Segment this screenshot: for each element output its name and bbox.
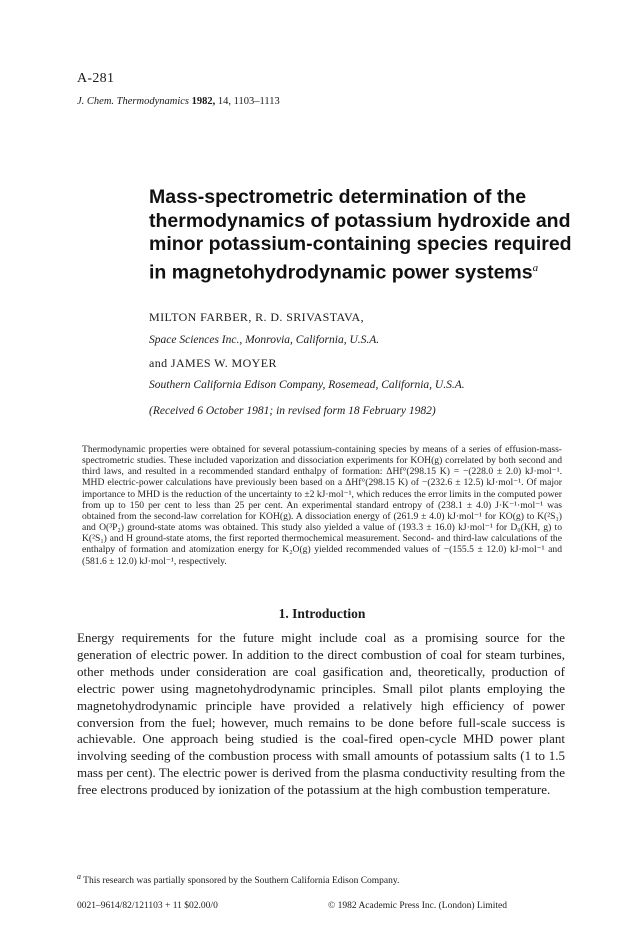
journal-citation [77,96,280,107]
footnote-text: This research was partially sponsored by the Southern California Edison Company. [80,876,400,887]
article-title-text: Mass-spectrometric determination of the thermodynamics of potassium hydroxide and minor potassium-containing species required in magnetohydrodynamic power systems [149,186,572,283]
footnote-mark: a [77,872,81,881]
title-footnote-mark: a [532,261,539,274]
section-heading: 1. Introduction [278,606,366,621]
abstract: Thermodynamic properties were obtained for several potassium-containing species by means of a series of effusion-mass-spectrometric studies. These included vaporization and dissociation experiments for KOH(g) correlated by both second and third laws, and resulted in a recommended standard enthalpy of formation: ΔHf°(298.15 K) = −(228.0 ± 2.0) kJ·mol⁻¹. MHD electric-power calculations have previously been based on a ΔHf°(298.15 K) of −(232.6 ± 12.5) kJ·mol⁻¹. Of major importance to MHD is the reduction of the uncertainty to ±2 kJ·mol⁻¹, which reduces the error limits in the computed power from up to 150 per cent to less than 25 per cent. An experimental standard entropy of (238.1 ± 4.0) J·K⁻¹·mol⁻¹ was obtained from the second-law correlation for KOH(g). A dissociation energy of (261.9 ± 4.0) kJ·mol⁻¹ for KO(g) to K(²S₁) and O(³P₂) ground-state atoms was obtained. This study also yielded a value of (193.3 ± 16.0) kJ·mol⁻¹ for D₀(KH, g) to K(²S₁) and H ground-state atoms, the first reported thermochemical measurement. Second- and third-law calculations of the enthalpy of formation and atomization energy for K₂O(g) yielded recommended values of −(155.5 ± 12.0) kJ·mol⁻¹ and (581.6 ± 12.0) kJ·mol⁻¹, respectively. [82,444,562,567]
affiliation-2: Southern California Edison Company, Rosemead, California, U.S.A. [149,379,465,391]
issn-code: 0021–9614/82/121103 + 11 $02.00/0 [77,901,218,911]
received-dates: (Received 6 October 1981; in revised form 18 February 1982) [149,405,436,417]
affiliation-1: Space Sciences Inc., Monrovia, California, U.S.A. [149,334,380,346]
article-title [149,186,589,285]
authors-line-1: MILTON FARBER, R. D. SRIVASTAVA, [149,310,365,324]
authors-line-2: and JAMES W. MOYER [149,356,277,370]
journal-name: J. Chem. Thermodynamics [77,96,189,107]
journal-volume-pages: 14, 1103–1113 [215,96,280,107]
introduction-paragraph: Energy requirements for the future might include coal as a promising source for the generation of electric power. In addition to the direct combustion of coal for steam turbines, other methods under consideration are coal gasification and, theoretically, production of electric power using magnetohydrodynamic principles. Small pilot plants employing the magnetohydrodynamic principle have provided a relatively high efficiency of power conversion from the fuel; however, much remains to be done before full-scale success is achievable. One approach being studied is the coal-fired open-cycle MHD power plant involving seeding of the combustion process with small amounts of potassium salts (1 to 1.5 mass per cent). The electric power is derived from the plasma conductivity resulting from the free electrons produced by ionization of the potassium at the high combustion temperature. [77,630,565,798]
copyright: © 1982 Academic Press Inc. (London) Limited [328,901,507,911]
footnote [77,872,399,886]
journal-year: 1982, [191,96,216,107]
document-code: A-281 [77,71,115,86]
